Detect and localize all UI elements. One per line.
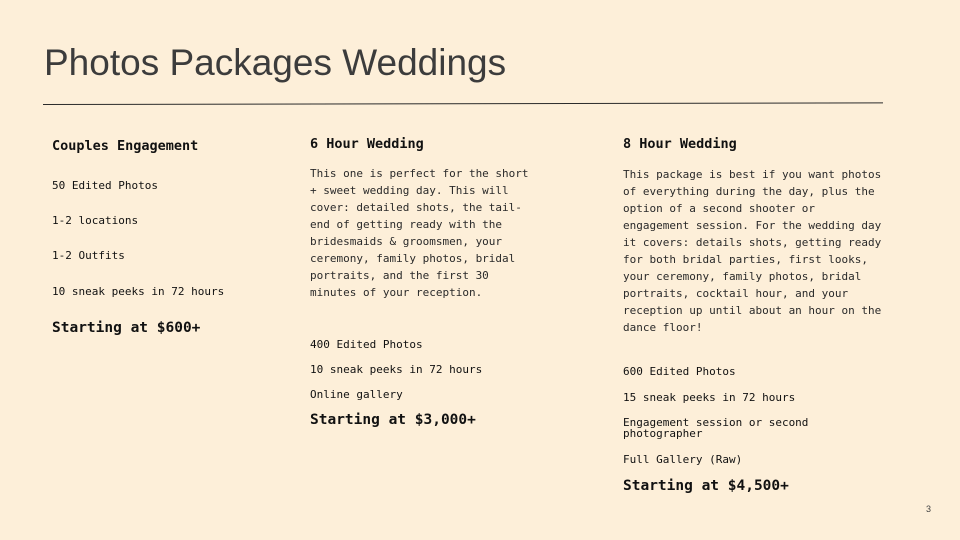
title-divider: [43, 102, 883, 105]
page-title: Photos Packages Weddings: [44, 42, 507, 83]
package-item: 10 sneak peeks in 72 hours: [310, 363, 483, 376]
package-item: Engagement session or second photographer: [623, 416, 809, 440]
package-item: 1-2 locations: [52, 214, 139, 227]
package-description: This one is perfect for the short + sweet wedding day. This will cover: detailed shots, the tail-end of getting ready with the bridesmaids & groomsmen, your ceremony, family photos, bridal portraits, and the first 30 minutes of your reception.: [310, 167, 529, 299]
package-item: 600 Edited Photos: [623, 365, 736, 378]
package-item: 1-2 Outfits: [52, 249, 125, 262]
page-number: 3: [925, 504, 931, 514]
package-heading: 6 Hour Wedding: [310, 136, 424, 152]
package-item: 50 Edited Photos: [52, 179, 158, 192]
package-description: This package is best if you want photos of everything during the day, plus the option of a second shooter or engagement session. For the wedding day it covers: details shots, getting ready for both bridal parties, first looks, your ceremony, family photos, bridal portraits, cocktail hour, and your reception up until about an hour on the dance floor!: [623, 168, 882, 334]
package-item: 400 Edited Photos: [310, 338, 423, 351]
package-price: Starting at $4,500+: [623, 478, 789, 494]
package-item: Full Gallery (Raw): [623, 453, 743, 466]
package-heading: 8 Hour Wedding: [623, 136, 737, 152]
package-price: Starting at $600+: [52, 320, 201, 336]
package-heading: Couples Engagement: [52, 138, 199, 154]
package-price: Starting at $3,000+: [310, 412, 476, 428]
package-item: 15 sneak peeks in 72 hours: [623, 391, 796, 404]
package-item: 10 sneak peeks in 72 hours: [52, 285, 225, 298]
package-item: Online gallery: [310, 388, 403, 401]
